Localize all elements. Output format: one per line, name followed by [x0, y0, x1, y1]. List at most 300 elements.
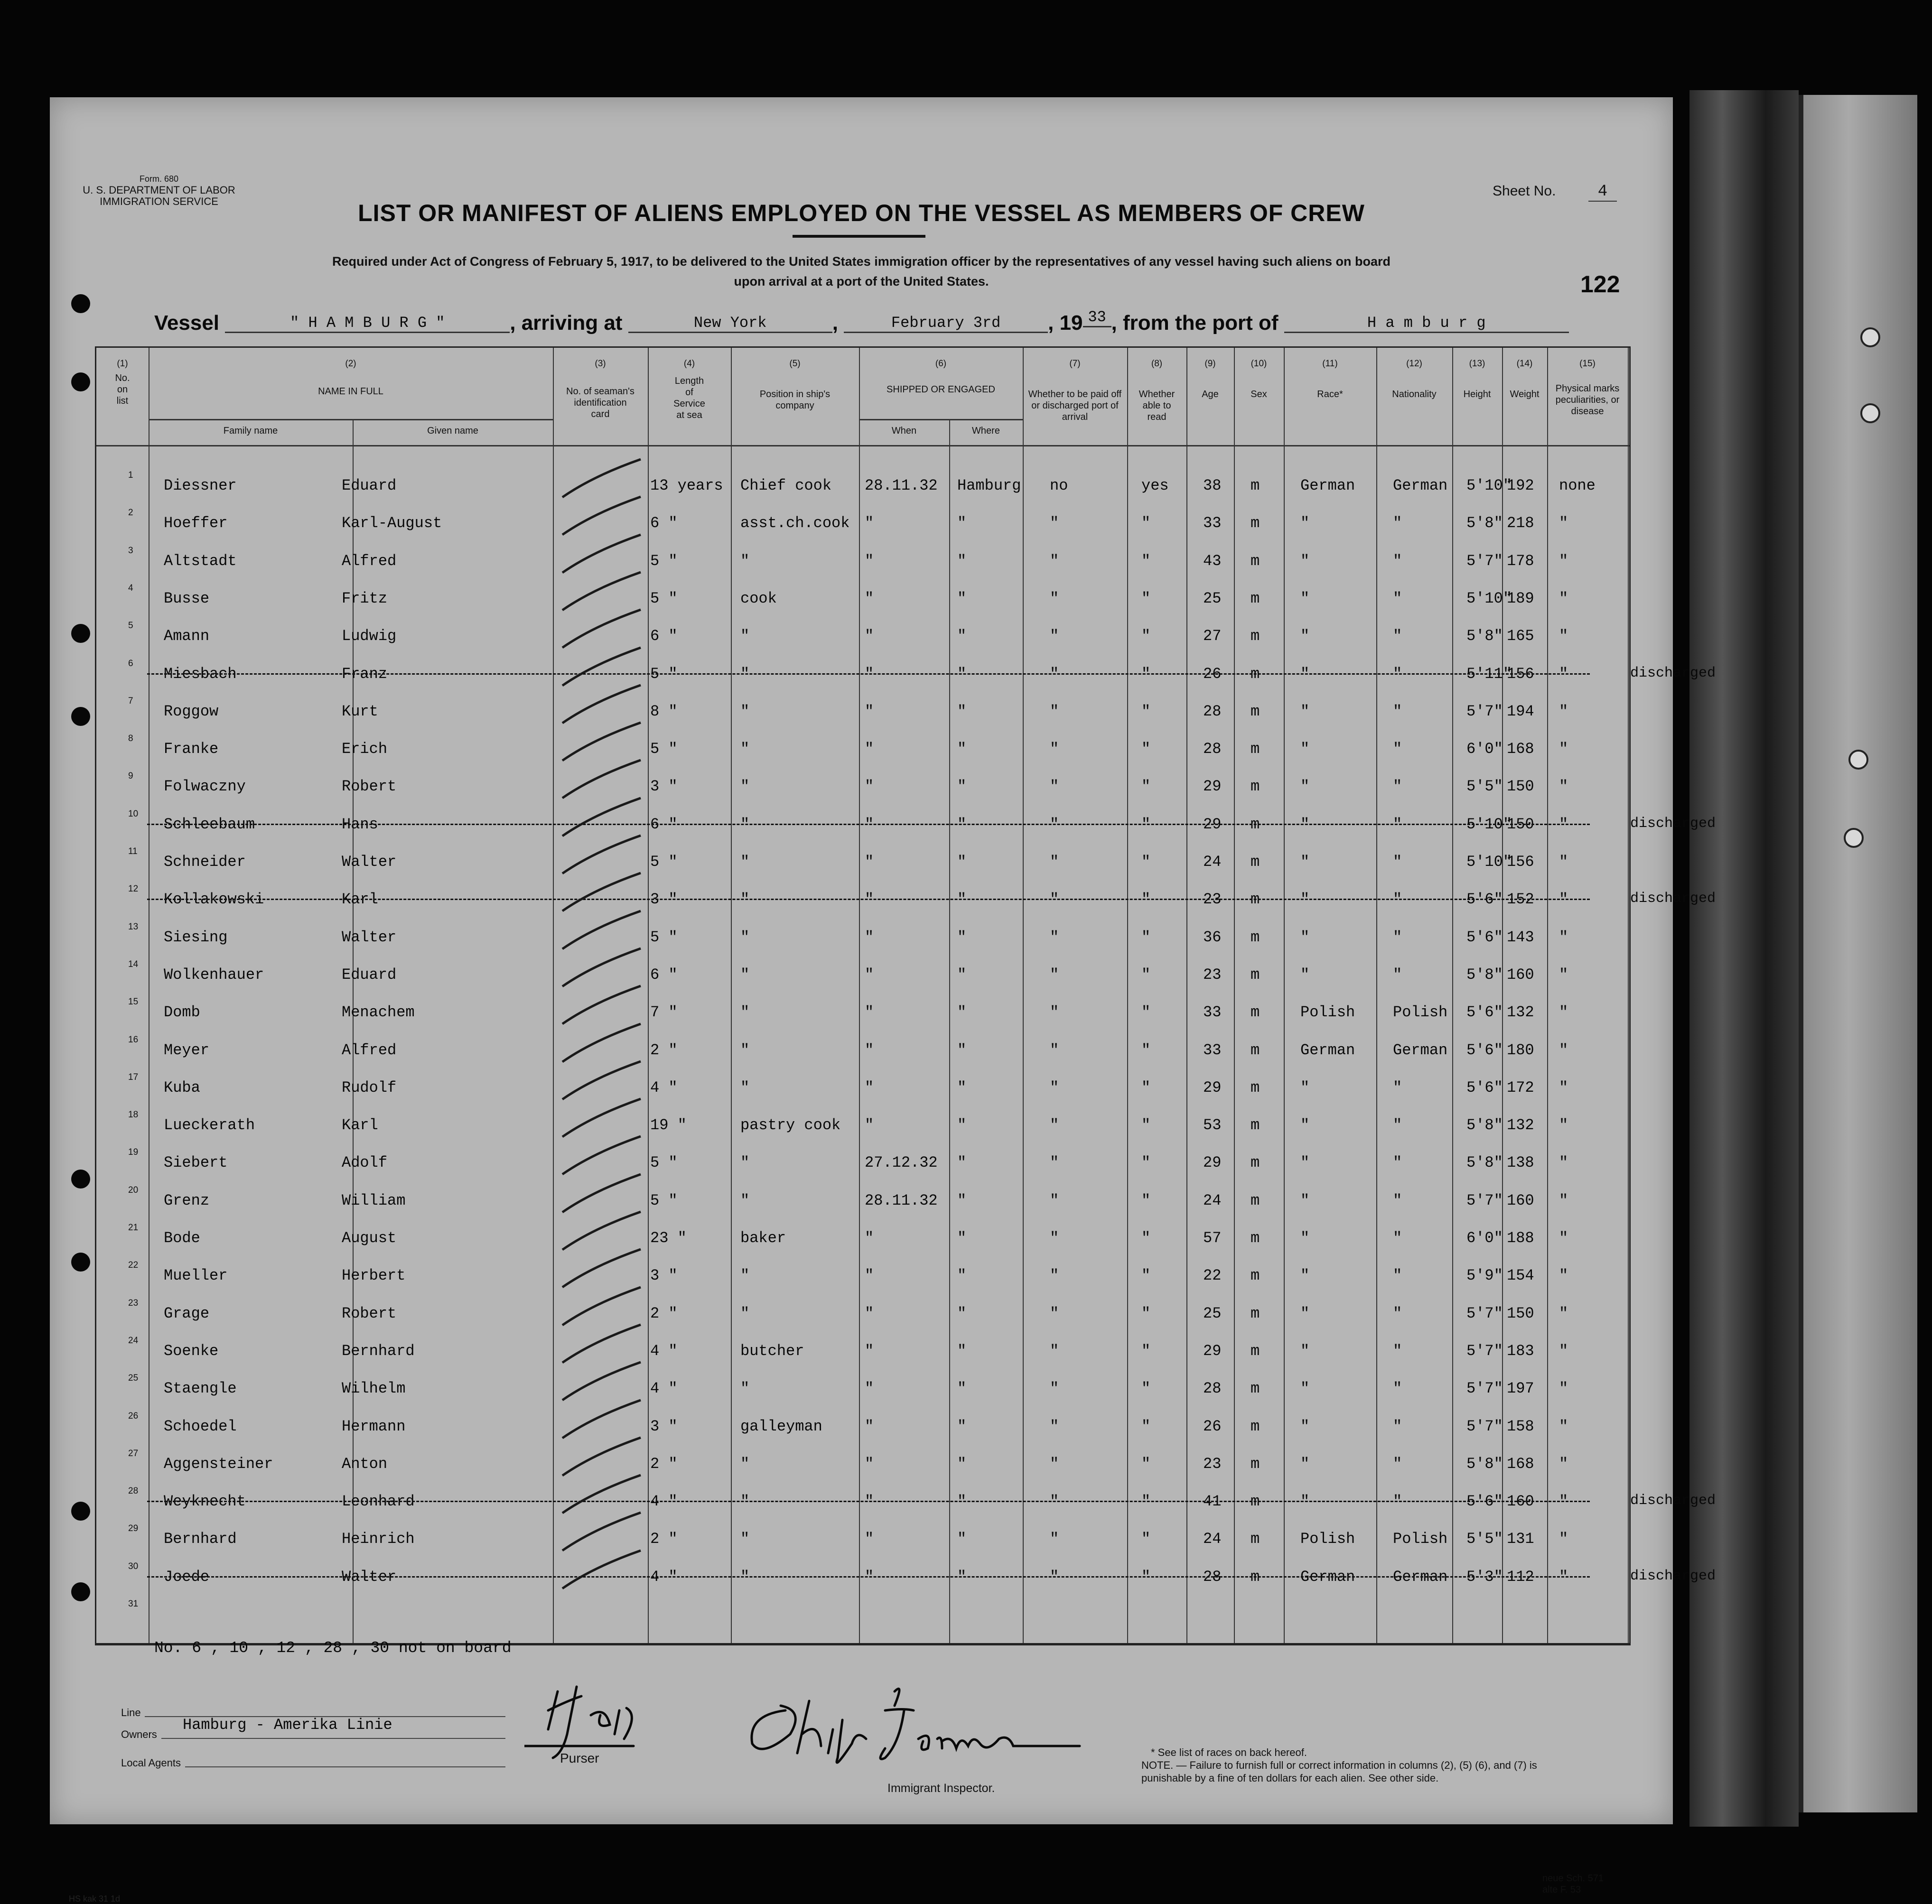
cell-physical-marks: " [1559, 1003, 1568, 1022]
cell-nationality: " [1393, 1342, 1402, 1360]
table-row [50, 696, 1673, 740]
cell-weight: 132 [1507, 1116, 1534, 1134]
cell-age: 25 [1203, 1304, 1222, 1322]
cell-position: asst.ch.cook [740, 514, 850, 532]
cell-able-to-read: " [1141, 1154, 1151, 1172]
cell-sex: m [1251, 1041, 1260, 1059]
vessel-label: Vessel [154, 311, 220, 334]
cell-physical-marks: " [1559, 1229, 1568, 1247]
cell-nationality: German [1393, 477, 1448, 494]
cell-weight: 152 [1507, 891, 1534, 909]
header-label: Sex [1251, 389, 1267, 399]
cell-length-of-service: 5 " [650, 853, 678, 871]
cell-shipped-where: " [957, 1380, 967, 1398]
tally-mark [560, 457, 645, 500]
cell-position: " [740, 1304, 750, 1322]
cell-sex: m [1251, 815, 1260, 833]
cell-able-to-read: " [1141, 891, 1151, 909]
punch-hole [71, 372, 90, 391]
cell-sex: m [1251, 1380, 1260, 1398]
cell-shipped-where: " [957, 966, 967, 984]
cell-family-name: Folwaczny [164, 778, 246, 796]
table-row [50, 1561, 1716, 1605]
cell-age: 26 [1203, 665, 1222, 683]
cell-shipped-when: " [865, 1003, 874, 1022]
cell-physical-marks: " [1559, 778, 1568, 796]
row-number: 30 [128, 1561, 139, 1571]
row-number: 25 [128, 1373, 139, 1384]
cell-length-of-service: 23 " [650, 1229, 687, 1247]
vessel-name: " H A M B U R G " [225, 314, 510, 333]
cell-given-name: Menachem [342, 1003, 415, 1022]
table-row [50, 1599, 1673, 1643]
cell-physical-marks: " [1559, 1304, 1568, 1322]
cell-race: " [1300, 1380, 1310, 1398]
cell-shipped-when: " [865, 815, 874, 833]
cell-weight: 156 [1507, 665, 1534, 683]
binder-hole [1848, 750, 1868, 770]
cell-height: 5'10" [1466, 853, 1512, 871]
cell-physical-marks: " [1559, 702, 1568, 720]
header-nationality [1376, 358, 1452, 400]
cell-age: 33 [1203, 1041, 1222, 1059]
header-where: Where [972, 426, 1000, 436]
cell-given-name: Herbert [342, 1267, 406, 1285]
year-suffix: 33 [1083, 308, 1111, 327]
cell-able-to-read: " [1141, 1493, 1151, 1511]
cell-position: " [740, 1154, 750, 1172]
cell-age: 29 [1203, 1154, 1222, 1172]
cell-weight: 165 [1507, 627, 1534, 645]
cell-paid-off: " [1050, 815, 1059, 833]
cell-able-to-read: " [1141, 702, 1151, 720]
cell-length-of-service: 5 " [650, 589, 678, 607]
cell-nationality: " [1393, 966, 1402, 984]
cell-able-to-read: " [1141, 966, 1151, 984]
cell-height: 5'6" [1466, 1493, 1503, 1511]
cell-age: 29 [1203, 815, 1222, 833]
cell-sex: m [1251, 1116, 1260, 1134]
cell-nationality: " [1393, 1078, 1402, 1096]
cell-shipped-when: " [865, 1342, 874, 1360]
cell-shipped-where: " [957, 1568, 967, 1586]
cell-shipped-where: " [957, 1154, 967, 1172]
cell-age: 23 [1203, 1455, 1222, 1473]
header-label: Height [1463, 389, 1491, 399]
row-number: 21 [128, 1223, 139, 1233]
header-label: No. on list [115, 373, 130, 406]
cell-physical-marks: " [1559, 966, 1568, 984]
cell-family-name: Schneider [164, 853, 246, 871]
cell-race: " [1300, 928, 1310, 946]
cell-weight: 180 [1507, 1041, 1534, 1059]
cell-race: " [1300, 1493, 1310, 1511]
cell-sex: m [1251, 1304, 1260, 1322]
cell-height: 5'7" [1466, 702, 1503, 720]
header-label: Nationality [1392, 389, 1437, 399]
cell-nationality: German [1393, 1568, 1448, 1586]
tally-mark [560, 758, 645, 800]
cell-given-name: Bernhard [342, 1342, 415, 1360]
cell-shipped-where: " [957, 1041, 967, 1059]
cell-shipped-when: " [865, 589, 874, 607]
cell-shipped-when: " [865, 778, 874, 796]
cell-length-of-service: 3 " [650, 778, 678, 796]
cell-able-to-read: " [1141, 627, 1151, 645]
cell-shipped-when: " [865, 1078, 874, 1096]
row-number: 13 [128, 921, 139, 932]
cell-family-name: Altstadt [164, 552, 237, 570]
row-number: 3 [128, 545, 133, 556]
cell-physical-marks: " [1559, 1493, 1568, 1511]
cell-shipped-when: " [865, 702, 874, 720]
cell-given-name: Karl [342, 1116, 378, 1134]
cell-able-to-read: yes [1141, 477, 1169, 494]
cell-age: 26 [1203, 1417, 1222, 1435]
cell-age: 29 [1203, 1078, 1222, 1096]
cell-height: 5'10" [1466, 815, 1512, 833]
cell-nationality: " [1393, 1116, 1402, 1134]
tally-mark [560, 1209, 645, 1252]
cell-able-to-read: " [1141, 853, 1151, 871]
cell-given-name: Adolf [342, 1154, 388, 1172]
cell-length-of-service: 2 " [650, 1530, 678, 1548]
row-number: 20 [128, 1185, 139, 1195]
cell-physical-marks: none [1559, 477, 1596, 494]
table-row [50, 1523, 1673, 1567]
cell-shipped-when: " [865, 1568, 874, 1586]
strikethrough-line [147, 824, 1590, 825]
header-label: Length of Service at sea [673, 376, 705, 420]
cell-given-name: Anton [342, 1455, 388, 1473]
cell-weight: 112 [1507, 1568, 1534, 1586]
cell-shipped-when: " [865, 1304, 874, 1322]
cell-shipped-where: " [957, 552, 967, 570]
header-label: Race* [1317, 389, 1343, 399]
print-code: HS kak 31 1d [69, 1894, 121, 1904]
cell-sex: m [1251, 665, 1260, 683]
cell-weight: 150 [1507, 1304, 1534, 1322]
cell-weight: 156 [1507, 853, 1534, 871]
header-race [1284, 358, 1376, 400]
cell-length-of-service: 6 " [650, 815, 678, 833]
cell-family-name: Grage [164, 1304, 210, 1322]
table-row [50, 621, 1673, 664]
tally-mark [560, 532, 645, 575]
cell-height: 5'6" [1466, 891, 1503, 909]
cell-remark: discharged [1630, 815, 1716, 832]
cell-shipped-where: " [957, 1078, 967, 1096]
cell-able-to-read: " [1141, 1380, 1151, 1398]
header-position [731, 358, 859, 411]
cell-family-name: Meyer [164, 1041, 210, 1059]
cell-shipped-when: " [865, 1530, 874, 1548]
cell-race: " [1300, 627, 1310, 645]
table-row [50, 1411, 1673, 1455]
cell-able-to-read: " [1141, 1568, 1151, 1586]
row-number: 17 [128, 1072, 139, 1082]
cell-sex: m [1251, 1493, 1260, 1511]
cell-sex: m [1251, 589, 1260, 607]
cell-position: " [740, 552, 750, 570]
title-underline [793, 235, 925, 238]
cell-shipped-where: " [957, 1003, 967, 1022]
cell-shipped-where: " [957, 778, 967, 796]
tally-mark [560, 645, 645, 688]
row-number: 7 [128, 696, 133, 706]
line-label: Line [121, 1707, 141, 1718]
strikethrough-line [147, 899, 1590, 900]
agents-rule [185, 1766, 505, 1767]
cell-length-of-service: 19 " [650, 1116, 687, 1134]
table-row [50, 771, 1673, 815]
cell-shipped-when: " [865, 1229, 874, 1247]
cell-position: " [740, 815, 750, 833]
cell-given-name: Franz [342, 665, 388, 683]
header-label: Whether to be paid off or discharged port of arrival [1028, 389, 1122, 422]
cell-shipped-when: " [865, 1267, 874, 1285]
cell-given-name: Walter [342, 928, 397, 946]
cell-position: " [740, 966, 750, 984]
cell-age: 24 [1203, 1530, 1222, 1548]
cell-nationality: " [1393, 1267, 1402, 1285]
binding-shadow [1689, 90, 1799, 1827]
cell-paid-off: " [1050, 514, 1059, 532]
cell-sex: m [1251, 1455, 1260, 1473]
cell-height: 5'8" [1466, 514, 1503, 532]
cell-shipped-where: " [957, 1455, 967, 1473]
cell-height: 5'7" [1466, 552, 1503, 570]
inspector-signature [752, 1689, 1080, 1763]
cell-shipped-when: " [865, 1417, 874, 1435]
cell-race: " [1300, 1191, 1310, 1209]
header-length-of-service [648, 358, 731, 421]
header-num: (12) [1406, 359, 1422, 369]
cell-weight: 189 [1507, 589, 1534, 607]
cell-race: " [1300, 1116, 1310, 1134]
form-code-old: alte F. 53 [1542, 1885, 1581, 1895]
tally-mark [560, 1247, 645, 1290]
cell-physical-marks: " [1559, 1380, 1568, 1398]
manifest-sheet [50, 97, 1716, 1904]
cell-nationality: " [1393, 778, 1402, 796]
requirement-line-2: upon arrival at a port of the United States. [734, 274, 989, 288]
cell-physical-marks: " [1559, 853, 1568, 871]
cell-shipped-where: " [957, 665, 967, 683]
header-height [1452, 358, 1502, 400]
sheet-label: Sheet No. [1493, 183, 1556, 199]
cell-race: " [1300, 1154, 1310, 1172]
cell-age: 22 [1203, 1267, 1222, 1285]
cell-nationality: German [1393, 1041, 1448, 1059]
cell-weight: 197 [1507, 1380, 1534, 1398]
table-row [50, 1147, 1673, 1191]
cell-nationality: " [1393, 815, 1402, 833]
table-row [50, 1448, 1673, 1492]
cell-position: " [740, 665, 750, 683]
cell-shipped-where: " [957, 928, 967, 946]
cell-shipped-where: " [957, 891, 967, 909]
cell-age: 28 [1203, 702, 1222, 720]
cell-sex: m [1251, 1003, 1260, 1022]
tally-mark [560, 1022, 645, 1064]
cell-age: 36 [1203, 928, 1222, 946]
cell-physical-marks: " [1559, 1568, 1568, 1586]
cell-family-name: Siebert [164, 1154, 228, 1172]
cell-paid-off: " [1050, 1154, 1059, 1172]
arrival-date: February 3rd [844, 314, 1048, 333]
cell-nationality: " [1393, 1380, 1402, 1398]
cell-family-name: Joede [164, 1568, 210, 1586]
row-number: 24 [128, 1335, 139, 1346]
cell-shipped-where: " [957, 1267, 967, 1285]
cell-age: 23 [1203, 891, 1222, 909]
tally-mark [560, 1172, 645, 1215]
cell-length-of-service: 2 " [650, 1041, 678, 1059]
cell-position: galleyman [740, 1417, 822, 1435]
cell-nationality: " [1393, 702, 1402, 720]
cell-position: baker [740, 1229, 786, 1247]
cell-nationality: " [1393, 1191, 1402, 1209]
cell-position: " [740, 1380, 750, 1398]
cell-family-name: Aggensteiner [164, 1455, 273, 1473]
cell-given-name: Eduard [342, 477, 397, 494]
row-number: 9 [128, 771, 133, 781]
table-row [50, 1486, 1716, 1530]
cell-weight: 188 [1507, 1229, 1534, 1247]
cell-race: " [1300, 778, 1310, 796]
header-given-name: Given name [427, 426, 478, 436]
cell-shipped-where: " [957, 815, 967, 833]
cell-nationality: " [1393, 1229, 1402, 1247]
table-row [50, 470, 1673, 514]
cell-age: 28 [1203, 1568, 1222, 1586]
cell-age: 27 [1203, 627, 1222, 645]
penalty-note: NOTE. — Failure to furnish full or correct information in columns (2), (5) (6), and (7) is punishable by a fine of ten dollars for each alien. See other side. [1141, 1759, 1537, 1784]
table-row [50, 1110, 1673, 1153]
cell-shipped-when: 27.12.32 [865, 1154, 938, 1172]
header-num: (6) [935, 359, 947, 369]
cell-weight: 154 [1507, 1267, 1534, 1285]
tally-mark [560, 1134, 645, 1177]
cell-shipped-when: " [865, 665, 874, 683]
cell-shipped-when: " [865, 627, 874, 645]
cell-height: 5'10" [1466, 589, 1512, 607]
header-able-to-read [1127, 358, 1186, 423]
cell-shipped-where: " [957, 1530, 967, 1548]
cell-race: " [1300, 1455, 1310, 1473]
cell-position: " [740, 702, 750, 720]
cell-given-name: Alfred [342, 552, 397, 570]
cell-family-name: Busse [164, 589, 210, 607]
cell-weight: 160 [1507, 966, 1534, 984]
tally-mark [560, 946, 645, 989]
cell-family-name: Schleebaum [164, 815, 255, 833]
cell-physical-marks: " [1559, 1191, 1568, 1209]
cell-paid-off: " [1050, 966, 1059, 984]
table-row [50, 1034, 1673, 1078]
form-code-new: neue Sch. 571 [1542, 1873, 1604, 1884]
cell-position: " [740, 1003, 750, 1022]
form-number: Form. 680 [139, 174, 179, 184]
cell-race: German [1300, 477, 1355, 494]
tally-mark [560, 720, 645, 763]
row-number: 6 [128, 658, 133, 669]
cell-race: " [1300, 552, 1310, 570]
header-name-in-full [149, 358, 553, 397]
cell-race: Polish [1300, 1530, 1355, 1548]
tally-mark [560, 1322, 645, 1365]
cell-able-to-read: " [1141, 815, 1151, 833]
cell-race: " [1300, 514, 1310, 532]
not-on-board-note: No. 6 , 10 , 12 , 28 , 30 not on board [154, 1639, 512, 1657]
cell-shipped-when: " [865, 552, 874, 570]
header-num: (8) [1151, 359, 1163, 369]
table-row [50, 808, 1716, 853]
cell-able-to-read: " [1141, 1116, 1151, 1134]
cell-able-to-read: " [1141, 1078, 1151, 1096]
cell-family-name: Wolkenhauer [164, 966, 264, 984]
cell-height: 5'9" [1466, 1267, 1503, 1285]
header-label: Position in ship's company [759, 389, 831, 411]
owners-rule [161, 1738, 505, 1739]
row-number: 11 [128, 846, 138, 856]
cell-sex: m [1251, 514, 1260, 532]
cell-physical-marks: " [1559, 1530, 1568, 1548]
tally-mark [560, 494, 645, 537]
cell-length-of-service: 4 " [650, 1380, 678, 1398]
row-number: 18 [128, 1110, 139, 1120]
cell-height: 5'6" [1466, 1003, 1503, 1022]
cell-race: " [1300, 740, 1310, 758]
table-row [50, 884, 1716, 928]
header-sex [1234, 358, 1284, 400]
cell-nationality: Polish [1393, 1003, 1448, 1022]
row-number: 15 [128, 997, 139, 1007]
header-label: NAME IN FULL [318, 386, 383, 397]
cell-race: " [1300, 1417, 1310, 1435]
table-row [50, 921, 1673, 966]
row-number: 31 [128, 1599, 139, 1609]
cell-age: 57 [1203, 1229, 1222, 1247]
row-number: 14 [128, 959, 139, 969]
cell-height: 5'7" [1466, 1191, 1503, 1209]
cell-height: 5'7" [1466, 1417, 1503, 1435]
cell-paid-off: " [1050, 1417, 1059, 1435]
cell-able-to-read: " [1141, 552, 1151, 570]
form-service: IMMIGRATION SERVICE [100, 195, 218, 207]
cell-age: 33 [1203, 514, 1222, 532]
cell-age: 43 [1203, 552, 1222, 570]
cell-nationality: " [1393, 589, 1402, 607]
signatures [524, 1663, 1094, 1805]
cell-family-name: Diessner [164, 477, 237, 494]
cell-given-name: August [342, 1229, 397, 1247]
cell-weight: 160 [1507, 1191, 1534, 1209]
cell-physical-marks: " [1559, 514, 1568, 532]
cell-physical-marks: " [1559, 815, 1568, 833]
cell-race: " [1300, 1267, 1310, 1285]
cell-position: cook [740, 589, 777, 607]
cell-length-of-service: 4 " [650, 1493, 678, 1511]
cell-sex: m [1251, 477, 1260, 494]
cell-given-name: Robert [342, 1304, 397, 1322]
cell-sex: m [1251, 702, 1260, 720]
cell-shipped-where: " [957, 1493, 967, 1511]
header-num: (13) [1469, 359, 1485, 369]
table-row [50, 1373, 1673, 1417]
header-label: Weight [1510, 389, 1540, 399]
